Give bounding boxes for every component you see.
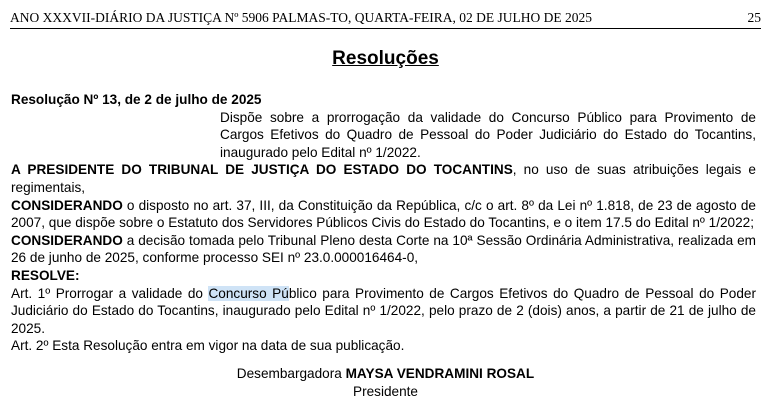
considerando-label: CONSIDERANDO <box>11 232 123 248</box>
preamble-text: , no uso de suas atribuições legais e regimentais, <box>11 162 756 195</box>
considerando-paragraph-2 <box>11 232 756 267</box>
signature-block <box>0 365 771 400</box>
highlighted-search-match: Concurso Pú <box>208 285 289 301</box>
preamble-authority: A PRESIDENTE DO TRIBUNAL DE JUSTIÇA DO ESTADO DO TOCANTINS <box>11 162 513 178</box>
considerando-text: a decisão tomada pelo Tribunal Pleno desta Corte na 10ª Sessão Ordinária Administrativa, realizada em 26 de junho de 2025, conforme processo SEI nº 23.0.000016464-0, <box>11 232 756 266</box>
article-2: Art. 2º Esta Resolução entra em vigor na data de sua publicação. <box>11 338 405 354</box>
header-page-number: 25 <box>747 10 761 25</box>
resolution-ementa: Dispõe sobre a prorrogação da validade do Concurso Público para Provimento de Cargos Efetivos do Quadro de Pessoal do Poder Judiciário do Estado do Tocantins, inaugurado pelo Edital nº 1/2022. <box>220 109 756 160</box>
article-1-text-end: blico para Provimento de Cargos Efetivos do Quadro de Pessoal do Poder Judiciário do Estado do Tocantins, inaugurado pelo Edital nº 1/2022, pelo prazo de 2 (dois) anos, a partir de 21 de julho de 2025. <box>11 285 756 336</box>
signatory-title: Desembargadora <box>236 366 346 381</box>
considerando-paragraph-1 <box>11 197 756 232</box>
section-title: Resoluções <box>332 48 439 69</box>
preamble-paragraph <box>11 161 756 196</box>
article-1-text-start: Art. 1º Prorrogar a validade do <box>11 285 209 301</box>
signatory-name: MAYSA VENDRAMINI ROSAL <box>345 366 535 381</box>
considerando-text: o disposto no art. 37, III, da Constituição da República, c/c o art. 8º da Lei nº 1.818, de 23 de agosto de 2007, que dispõe sobre o Estatuto dos Servidores Públicos Civis do Estado do Tocantins, e o item 17.5 do Edital nº 1/2022; <box>11 197 756 231</box>
article-1 <box>11 285 756 338</box>
resolution-body <box>11 91 756 355</box>
header-publication-info: ANO XXXVII-DIÁRIO DA JUSTIÇA Nº 5906 PALMAS-TO, QUARTA-FEIRA, 02 DE JULHO DE 2025 <box>10 10 593 25</box>
considerando-label: CONSIDERANDO <box>11 197 123 213</box>
resolution-title: Resolução Nº 13, de 2 de julho de 2025 <box>11 92 262 107</box>
signatory-line <box>0 365 771 383</box>
signatory-role: Presidente <box>353 383 418 399</box>
resolve-label: RESOLVE: <box>11 267 80 283</box>
page-header <box>10 8 761 29</box>
